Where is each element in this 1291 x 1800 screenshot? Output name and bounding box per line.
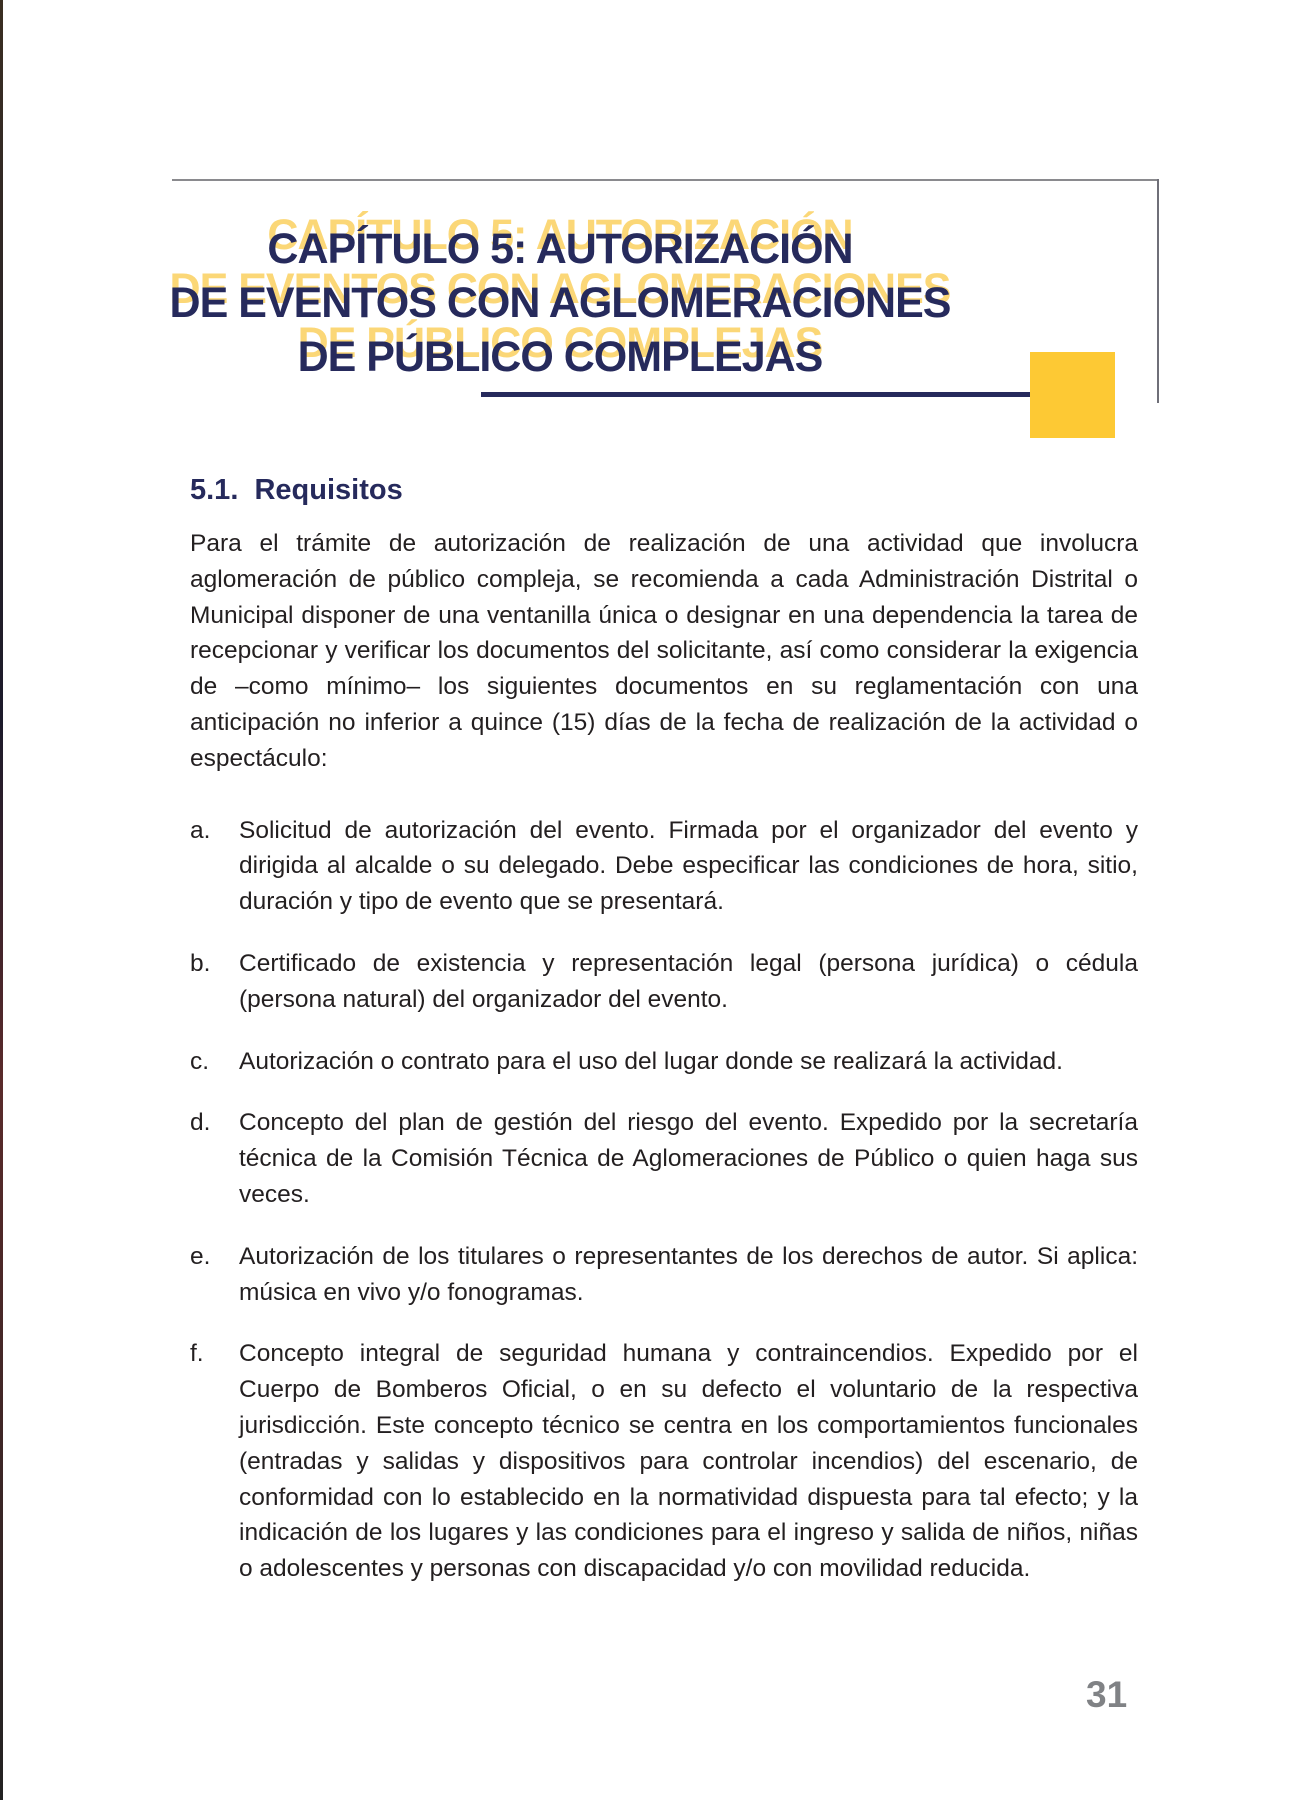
list-item	[190, 1239, 1138, 1311]
list-item	[190, 813, 1138, 920]
header-right-rule	[1157, 179, 1159, 403]
list-item-text: Solicitud de autorización del evento. Firmada por el organizador del evento y dirigida al alcalde o su delegado. Debe especificar las condiciones de hora, sitio, duración y tipo de evento que se presentará.	[239, 816, 1138, 916]
title-line-2: DE EVENTOS CON AGLOMERACIONES	[169, 279, 951, 327]
decorative-yellow-square	[1030, 352, 1115, 438]
list-item-text: Autorización o contrato para el uso del lugar donde se realizará la actividad.	[239, 1047, 1063, 1075]
list-item-label: c.	[190, 1047, 210, 1075]
list-item	[190, 1044, 1138, 1080]
list-item	[190, 946, 1138, 1018]
list-item-label: e.	[190, 1242, 211, 1270]
list-item-text: Concepto del plan de gestión del riesgo del evento. Expedido por la secretaría técnica de la Comisión Técnica de Aglomeraciones de Público o quien haga sus veces.	[239, 1109, 1138, 1208]
intro-paragraph: Para el trámite de autorización de realización de una actividad que involucra aglomeración de público compleja, se recomienda a cada Administración Distrital o Municipal disponer de una ventanilla única o designar en una dependencia la tarea de recepcionar y verificar los documentos del solicitante, así como considerar la exigencia de –como mínimo– los siguientes documentos en su reglamentación con una anticipación no inferior a quince (15) días de la fecha de realización de la actividad o espectáculo:	[190, 530, 1138, 772]
title-line-3: DE PÚBLICO COMPLEJAS	[297, 333, 823, 381]
title-line-1: CAPÍTULO 5: AUTORIZACIÓN	[267, 225, 853, 273]
list-item-text: Concepto integral de seguridad humana y contraincendios. Expedido por el Cuerpo de Bomberos Oficial, o en su defecto el voluntario de la respectiva jurisdicción. Este concepto técnico se centra en los comportamientos funcionales (entradas y salidas y dispositivos para controlar incendios) del escenario, de conformidad con lo establecido en la normatividad dispuesta para tal efecto; y la indicación de los lugares y las condiciones para el ingreso y salida de niños, niñas o adolescentes y personas con discapacidad y/o con movilidad reducida.	[239, 1340, 1138, 1583]
header-top-rule	[172, 179, 1158, 181]
list-item-label: a.	[190, 816, 211, 844]
list-item-text: Autorización de los titulares o representantes de los derechos de autor. Si aplica: música en vivo y/o fonogramas.	[239, 1242, 1138, 1306]
list-item	[190, 1336, 1138, 1587]
title-underline	[481, 392, 1031, 397]
list-item-label: d.	[190, 1109, 211, 1137]
section-heading: 5.1. Requisitos	[190, 474, 403, 506]
page-number: 31	[1086, 1674, 1128, 1715]
list-item-label: b.	[190, 949, 211, 977]
page-edge	[0, 0, 3, 1800]
chapter-title	[150, 222, 970, 384]
list-item	[190, 1105, 1138, 1212]
section-content	[190, 526, 1138, 1613]
list-item-label: f.	[190, 1340, 204, 1368]
list-item-text: Certificado de existencia y representación legal (persona jurídica) o cédula (persona natural) del organizador del evento.	[239, 949, 1138, 1013]
